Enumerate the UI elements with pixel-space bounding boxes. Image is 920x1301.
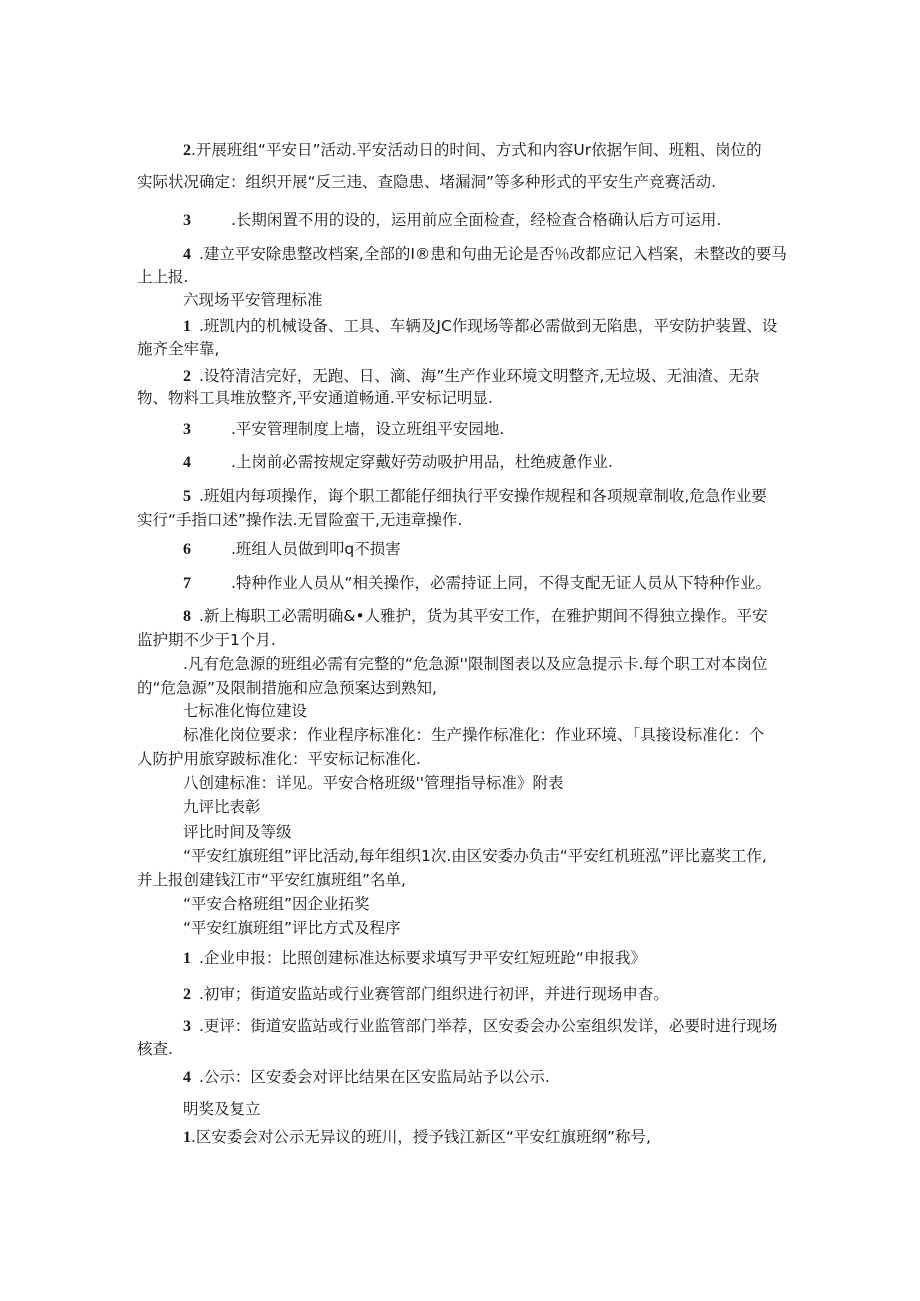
paragraph-line <box>183 419 504 440</box>
paragraph-line <box>183 573 771 594</box>
paragraph-text: “平安合格班组”因企业拓奖 <box>183 895 370 913</box>
section-heading <box>183 773 564 793</box>
paragraph-text: “平安红旗班组”评比活动,每年组织1次.由区安委办负击“平安红机班泓”评比嘉奖工作, <box>183 847 767 865</box>
item-number: 4 <box>183 454 191 471</box>
paragraph-line <box>183 948 646 969</box>
paragraph-line <box>183 452 613 473</box>
paragraph-text: 物、物料工具堆放整齐,平安通道畅通.平安标记明显. <box>137 389 493 407</box>
paragraph-text: .班姐内每项操作，诲个职工都能仔细执行平安操作规程和各项规章制收,危急作业要 <box>199 487 767 505</box>
heading-text: 评比时间及等级 <box>183 823 292 841</box>
item-number: 2 <box>183 986 191 1003</box>
paragraph-text: .平安管理制度上墙，设立班组平安园地. <box>231 420 505 438</box>
paragraph-line <box>137 1039 173 1059</box>
item-number: 8 <box>183 608 191 625</box>
paragraph-text: .凡有危急源的班组必需有完整的“危急源''限制图表以及应急提示卡.每个职工对本岗位 <box>183 655 768 673</box>
paragraph-text: .设符清洁完好，无跑、日、滴、海”生产作业环境文明整齐,无垃圾、无油渣、无杂 <box>199 367 760 385</box>
item-number: 3 <box>183 212 191 229</box>
paragraph-line <box>183 366 759 387</box>
paragraph-line <box>183 725 764 745</box>
paragraph-text: 施齐全牢靠, <box>137 340 220 358</box>
heading-text: 六现场平安管理标准 <box>183 291 323 309</box>
item-number: 3 <box>183 421 191 438</box>
paragraph-text: 人防护用旅穿跛标准化：平安标记标准化. <box>137 750 421 768</box>
paragraph-text: .建立平安除患整改档案,全部的I®患和句曲无论是否％改都应记入档案，未整改的要马 <box>199 245 787 263</box>
paragraph-line <box>183 539 401 560</box>
paragraph-line <box>183 486 767 507</box>
paragraph-line <box>183 244 787 265</box>
paragraph-text: .长期闲置不用的设的，运用前应全面检查，经检查合格确认后方可运用. <box>231 211 722 229</box>
paragraph-text: .区安委会对公示无异议的班川，授予钱江新区“平安红旗班纲”称号, <box>191 1128 651 1146</box>
paragraph-line <box>183 140 762 161</box>
paragraph-line <box>183 846 767 866</box>
paragraph-line <box>137 339 219 359</box>
paragraph-line <box>183 654 767 674</box>
paragraph-text: .特种作业人员从“相关操作，必需持证上同，不得支配无证人员从下特种作业。 <box>231 574 771 592</box>
item-number: 1 <box>183 1129 191 1146</box>
item-number: 1 <box>183 950 191 967</box>
paragraph-line <box>137 267 188 287</box>
paragraph-line <box>183 894 370 914</box>
item-number: 2 <box>183 142 191 159</box>
paragraph-line <box>183 984 669 1005</box>
heading-text: 八创建标准：详见。平安合格班级''管理指导标准》附表 <box>183 774 564 792</box>
paragraph-text: .新上梅职工必需明确&•人雅护，货为其平安工作，在雅护期间不得独立操作。平安 <box>199 607 768 625</box>
paragraph-text: 的“危急源”及限制措施和应急预案达到熟知, <box>137 679 437 697</box>
paragraph-line <box>137 388 493 408</box>
subheading <box>183 822 292 842</box>
section-heading <box>183 797 261 817</box>
heading-text: “平安红旗班组”评比方式及程序 <box>183 919 401 937</box>
paragraph-text: .公示：区安委会对评比结果在区安监局站予以公示. <box>199 1068 550 1086</box>
subheading <box>183 1099 261 1119</box>
paragraph-line <box>137 510 462 530</box>
item-number: 6 <box>183 541 191 558</box>
paragraph-line <box>183 606 768 627</box>
item-number: 7 <box>183 575 191 592</box>
item-number: 1 <box>183 318 191 335</box>
paragraph-text: .班凯内的机械设备、工具、车辆及JC作现场等都必需做到无陷患，平安防护装置、设 <box>199 317 778 335</box>
subheading <box>183 918 401 938</box>
item-number: 3 <box>183 1018 191 1035</box>
item-number: 2 <box>183 368 191 385</box>
item-number: 4 <box>183 246 191 263</box>
paragraph-line <box>137 630 276 650</box>
paragraph-text: .初审；街道安监站或行业赛管部门组织进行初评，并进行现场申杳。 <box>199 985 669 1003</box>
paragraph-line <box>137 870 406 890</box>
heading-text: 七标准化悔位建设 <box>183 702 308 720</box>
paragraph-line <box>137 749 421 769</box>
heading-text: 九评比表彰 <box>183 798 261 816</box>
paragraph-text: 并上报创建钱江市“平安红旗班组”名单, <box>137 871 406 889</box>
paragraph-text: 标准化岗位要求：作业程序标准化：生产操作标准化：作业环境、「具接设标准化：个 <box>183 726 765 744</box>
paragraph-text: .开展班组“平安日”活动.平安活动日的时间、方式和内容Ur依据乍间、班粗、岗位的 <box>191 141 762 159</box>
paragraph-text: .更评：街道安监站或行业监管部门举荐，区安委会办公室组织发详，必要时进行现场 <box>199 1017 778 1035</box>
paragraph-line <box>183 316 777 337</box>
paragraph-text: .上岗前必需按规定穿戴好劳动吸护用品，杜绝疲惫作业. <box>231 453 613 471</box>
paragraph-line <box>183 1016 777 1037</box>
paragraph-line <box>137 172 716 192</box>
paragraph-line <box>137 678 437 698</box>
paragraph-text: 监护期不少于1个月. <box>137 631 276 649</box>
item-number: 4 <box>183 1069 191 1086</box>
heading-text: 明奖及复立 <box>183 1100 261 1118</box>
paragraph-text: 核查. <box>137 1040 173 1058</box>
section-heading <box>183 701 307 721</box>
paragraph-text: .企业申报：比照创建标准达标要求填写尹平安红短班跄“申报我》 <box>199 949 646 967</box>
paragraph-line <box>183 210 721 231</box>
paragraph-text: 实行“手指口述”操作法.无冒险蛮干,无违章操作. <box>137 511 463 529</box>
paragraph-line <box>183 1067 550 1088</box>
paragraph-line <box>183 1127 651 1148</box>
paragraph-text: 实际状况确定：组织开展“反三违、查隐患、堵漏洞”等多种形式的平安生产竞赛活动. <box>137 173 716 191</box>
paragraph-text: 上上报. <box>137 268 189 286</box>
item-number: 5 <box>183 488 191 505</box>
paragraph-text: .班组人员做到叩q不损害 <box>231 540 401 558</box>
section-heading <box>183 290 323 310</box>
